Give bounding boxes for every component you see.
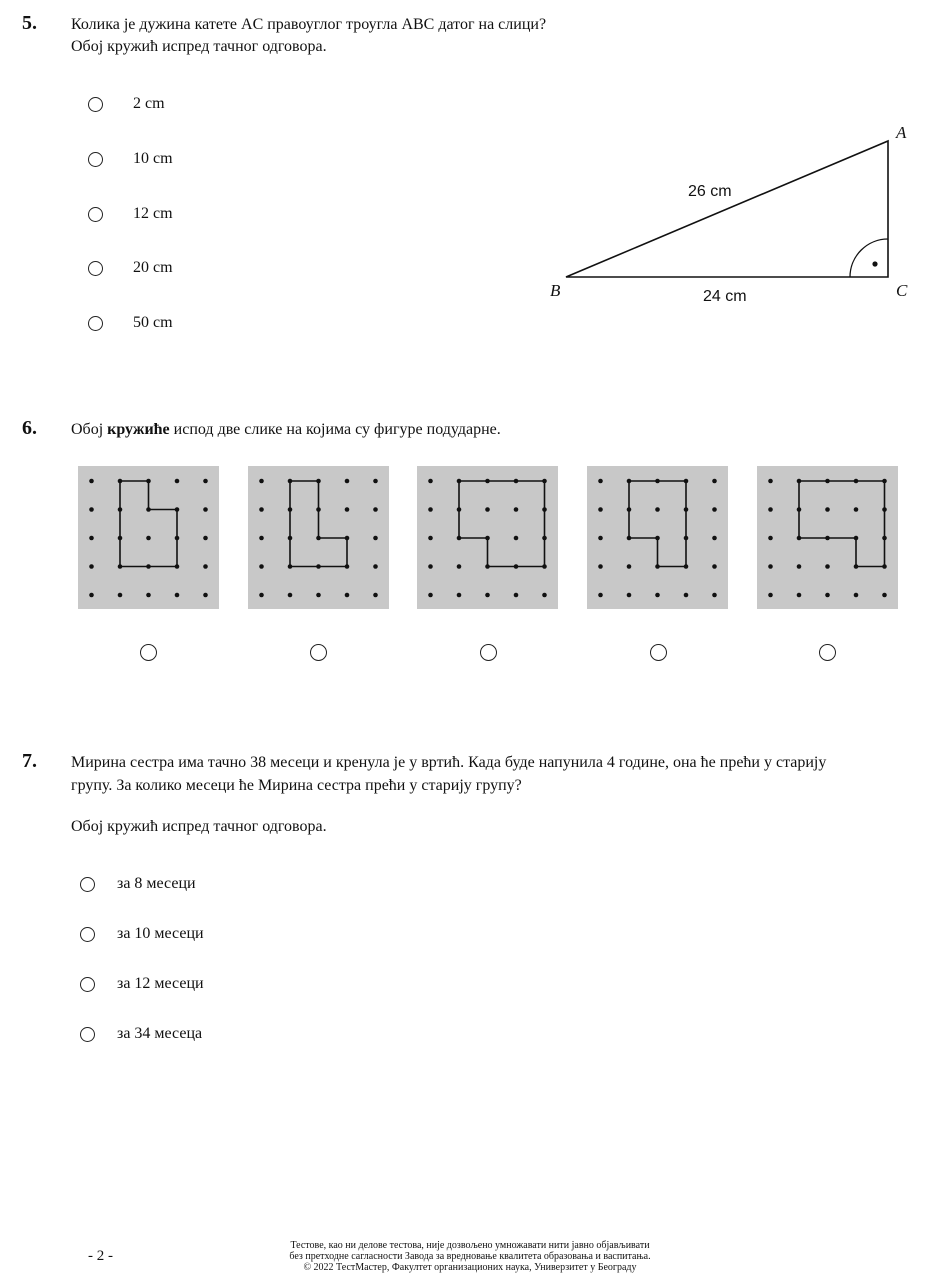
grid-dot	[259, 507, 264, 512]
vertex-b-label: B	[550, 281, 561, 300]
grid-dot	[797, 507, 802, 512]
grid-dot	[514, 479, 519, 484]
dot-grid-figure-1-svg	[78, 466, 219, 609]
grid-dot	[373, 507, 378, 512]
question-7-instruction: Обој кружић испред тачног одговора.	[71, 818, 327, 835]
q5-option-1-label: 2 cm	[133, 95, 165, 112]
grid-dot	[712, 479, 717, 484]
q5-option-3-label: 12 cm	[133, 205, 173, 222]
grid-dot	[428, 536, 433, 541]
question-7-number: 7.	[22, 750, 37, 772]
grid-dot	[457, 507, 462, 512]
grid-dot	[598, 536, 603, 541]
grid-dot	[345, 536, 350, 541]
q7-option-4-label: за 34 месеца	[117, 1025, 203, 1042]
grid-dot	[542, 507, 547, 512]
question-7-line2: групу. За колико месеци ће Мирина сестра прећи у старију групу?	[71, 777, 522, 794]
q7-option-4[interactable]	[80, 1025, 202, 1043]
grid-dot	[684, 593, 689, 598]
grid-dot	[684, 507, 689, 512]
q5-option-2[interactable]	[88, 150, 173, 168]
question-6-text-before: Обој	[71, 421, 108, 438]
grid-dot	[655, 479, 660, 484]
grid-dot	[288, 507, 293, 512]
grid-dot	[825, 564, 830, 569]
grid-dot	[598, 564, 603, 569]
grid-dot	[542, 564, 547, 569]
grid-dot	[854, 564, 859, 569]
grid-dot	[854, 593, 859, 598]
grid-dot	[288, 536, 293, 541]
grid-dot	[627, 507, 632, 512]
grid-dot	[457, 593, 462, 598]
grid-dot	[712, 507, 717, 512]
base-length-label: 24 cm	[703, 288, 747, 305]
grid-dot	[882, 564, 887, 569]
grid-dot	[598, 479, 603, 484]
grid-dot	[797, 564, 802, 569]
grid-dot	[684, 536, 689, 541]
dot-grid-figure-2	[248, 466, 389, 609]
q7-option-2-label: за 10 месеци	[117, 925, 204, 942]
grid-dot	[768, 564, 773, 569]
grid-dot	[89, 507, 94, 512]
grid-dot	[146, 593, 151, 598]
grid-dot	[627, 536, 632, 541]
hypotenuse-length-label: 26 cm	[688, 183, 732, 200]
grid-dot	[203, 593, 208, 598]
q7-option-2-radio[interactable]	[80, 927, 95, 942]
question-5-text	[71, 16, 546, 34]
grid-dot	[797, 536, 802, 541]
grid-dot	[345, 507, 350, 512]
grid-dot	[259, 536, 264, 541]
grid-dot	[203, 564, 208, 569]
right-angle-dot	[872, 261, 877, 266]
q5-option-5-radio[interactable]	[88, 316, 103, 331]
page-number: - 2 -	[88, 1248, 113, 1264]
grid-dot	[316, 536, 321, 541]
grid-dot	[373, 564, 378, 569]
grid-dot	[428, 564, 433, 569]
grid-dot	[882, 536, 887, 541]
grid-dot	[825, 593, 830, 598]
question-7-line1: Мирина сестра има тачно 38 месеци и кренула је у вртић. Када буде напунила 4 године, она ће прећи у старију	[71, 754, 827, 771]
triangle-shape	[566, 141, 888, 277]
grid-dot	[542, 593, 547, 598]
grid-dot	[627, 593, 632, 598]
q7-option-2[interactable]	[80, 925, 204, 943]
grid-dot	[175, 507, 180, 512]
grid-dot	[797, 479, 802, 484]
grid-dot	[373, 536, 378, 541]
figure-4-outline	[629, 481, 686, 567]
grid-dot	[655, 536, 660, 541]
question-6-text-bold: кружиће	[107, 421, 170, 438]
grid-dot	[288, 479, 293, 484]
q7-option-1[interactable]	[80, 875, 196, 893]
dot-grid-figure-5	[757, 466, 898, 609]
question-5-instruction: Обој кружић испред тачног одговора.	[71, 38, 327, 55]
grid-dot	[514, 564, 519, 569]
dot-grid-figure-3	[417, 466, 558, 609]
grid-dot	[854, 479, 859, 484]
grid-dot	[684, 479, 689, 484]
grid-dot	[882, 593, 887, 598]
grid-dot	[542, 479, 547, 484]
grid-dot	[259, 564, 264, 569]
figure-1-radio[interactable]	[140, 644, 157, 661]
grid-dot	[485, 507, 490, 512]
dot-grid-figure-1	[78, 466, 219, 609]
q5-option-1-radio[interactable]	[88, 97, 103, 112]
grid-dot	[175, 479, 180, 484]
grid-dot	[655, 593, 660, 598]
copyright-line-3: © 2022 ТестМастер, Факултет организационих наука, Универзитет у Београду	[303, 1262, 637, 1273]
grid-dot	[825, 479, 830, 484]
grid-dot	[457, 479, 462, 484]
grid-dot	[457, 564, 462, 569]
grid-dot	[797, 593, 802, 598]
grid-dot	[882, 507, 887, 512]
grid-dot	[175, 536, 180, 541]
grid-dot	[118, 479, 123, 484]
grid-dot	[259, 479, 264, 484]
q7-option-4-radio[interactable]	[80, 1027, 95, 1042]
grid-dot	[175, 593, 180, 598]
grid-dot	[373, 479, 378, 484]
grid-dot	[316, 507, 321, 512]
grid-dot	[485, 479, 490, 484]
grid-dot	[457, 536, 462, 541]
grid-dot	[825, 536, 830, 541]
grid-dot	[598, 593, 603, 598]
grid-dot	[146, 479, 151, 484]
q5-option-5[interactable]	[88, 314, 173, 332]
grid-dot	[118, 507, 123, 512]
grid-dot	[175, 564, 180, 569]
grid-dot	[316, 564, 321, 569]
right-angle-arc	[850, 239, 888, 277]
figure-1-outline	[120, 481, 177, 567]
q5-option-4-label: 20 cm	[133, 259, 173, 276]
dot-grid-figure-2-svg	[248, 466, 389, 609]
grid-dot	[768, 507, 773, 512]
q7-option-1-label: за 8 месеци	[117, 875, 196, 892]
grid-dot	[485, 564, 490, 569]
grid-dot	[768, 536, 773, 541]
copyright-notice	[230, 1240, 710, 1273]
grid-dot	[514, 536, 519, 541]
grid-dot	[712, 593, 717, 598]
grid-dot	[345, 593, 350, 598]
dot-grid-figure-3-svg	[417, 466, 558, 609]
grid-dot	[768, 479, 773, 484]
grid-dot	[712, 564, 717, 569]
q7-option-1-radio[interactable]	[80, 877, 95, 892]
figure-2-outline	[290, 481, 347, 567]
grid-dot	[203, 536, 208, 541]
q5-option-3-radio[interactable]	[88, 207, 103, 222]
grid-dot	[655, 507, 660, 512]
q5-option-4-radio[interactable]	[88, 261, 103, 276]
grid-dot	[768, 593, 773, 598]
grid-dot	[89, 564, 94, 569]
grid-dot	[146, 536, 151, 541]
copyright-line-2: без претходне сагласности Завода за вредновање квалитета образовања и васпитања.	[289, 1251, 651, 1262]
grid-dot	[316, 593, 321, 598]
grid-dot	[854, 507, 859, 512]
figure-3-radio[interactable]	[480, 644, 497, 661]
grid-dot	[428, 507, 433, 512]
grid-dot	[118, 593, 123, 598]
grid-dot	[712, 536, 717, 541]
grid-dot	[146, 507, 151, 512]
grid-dot	[118, 536, 123, 541]
q5-option-5-label: 50 cm	[133, 314, 173, 331]
grid-dot	[882, 479, 887, 484]
grid-dot	[288, 564, 293, 569]
grid-dot	[203, 507, 208, 512]
figure-4-radio[interactable]	[650, 644, 667, 661]
q7-option-3-radio[interactable]	[80, 977, 95, 992]
figure-2-radio[interactable]	[310, 644, 327, 661]
q5-option-2-label: 10 cm	[133, 150, 173, 167]
grid-dot	[146, 564, 151, 569]
figure-5-outline	[799, 481, 885, 567]
grid-dot	[854, 536, 859, 541]
grid-dot	[203, 479, 208, 484]
grid-dot	[373, 593, 378, 598]
grid-dot	[345, 479, 350, 484]
grid-dot	[627, 564, 632, 569]
right-triangle-figure	[540, 118, 920, 313]
grid-dot	[345, 564, 350, 569]
question-6-text	[71, 421, 501, 439]
dot-grid-figure-4-svg	[587, 466, 728, 609]
grid-dot	[542, 536, 547, 541]
q5-option-1[interactable]	[88, 95, 165, 113]
figure-3-outline	[459, 481, 545, 567]
grid-dot	[89, 479, 94, 484]
grid-dot	[825, 507, 830, 512]
grid-dot	[627, 479, 632, 484]
copyright-line-1: Тестове, као ни делове тестова, није дозвољено умножавати нити јавно објављивати	[290, 1240, 650, 1251]
q5-option-2-radio[interactable]	[88, 152, 103, 167]
grid-dot	[118, 564, 123, 569]
q5-option-3[interactable]	[88, 205, 173, 223]
grid-dot	[684, 564, 689, 569]
q7-option-3-label: за 12 месеци	[117, 975, 204, 992]
q5-option-4[interactable]	[88, 259, 173, 277]
grid-dot	[514, 507, 519, 512]
question-6-text-after: испод две слике на којима су фигуре подударне.	[169, 421, 501, 438]
grid-dot	[428, 479, 433, 484]
grid-dot	[259, 593, 264, 598]
grid-dot	[428, 593, 433, 598]
grid-dot	[655, 564, 660, 569]
grid-dot	[288, 593, 293, 598]
grid-dot	[514, 593, 519, 598]
vertex-c-label: C	[896, 281, 908, 300]
vertex-a-label: A	[896, 123, 907, 142]
grid-dot	[598, 507, 603, 512]
question-5-line1: Колика је дужина катете AC правоуглог троугла ABC датог на слици?	[71, 16, 547, 33]
figure-5-radio[interactable]	[819, 644, 836, 661]
dot-grid-figure-4	[587, 466, 728, 609]
question-5-number: 5.	[22, 12, 37, 34]
grid-dot	[316, 479, 321, 484]
question-6-number: 6.	[22, 417, 37, 439]
grid-dot	[485, 593, 490, 598]
grid-dot	[89, 593, 94, 598]
grid-dot	[89, 536, 94, 541]
dot-grid-figure-5-svg	[757, 466, 898, 609]
q7-option-3[interactable]	[80, 975, 204, 993]
grid-dot	[485, 536, 490, 541]
